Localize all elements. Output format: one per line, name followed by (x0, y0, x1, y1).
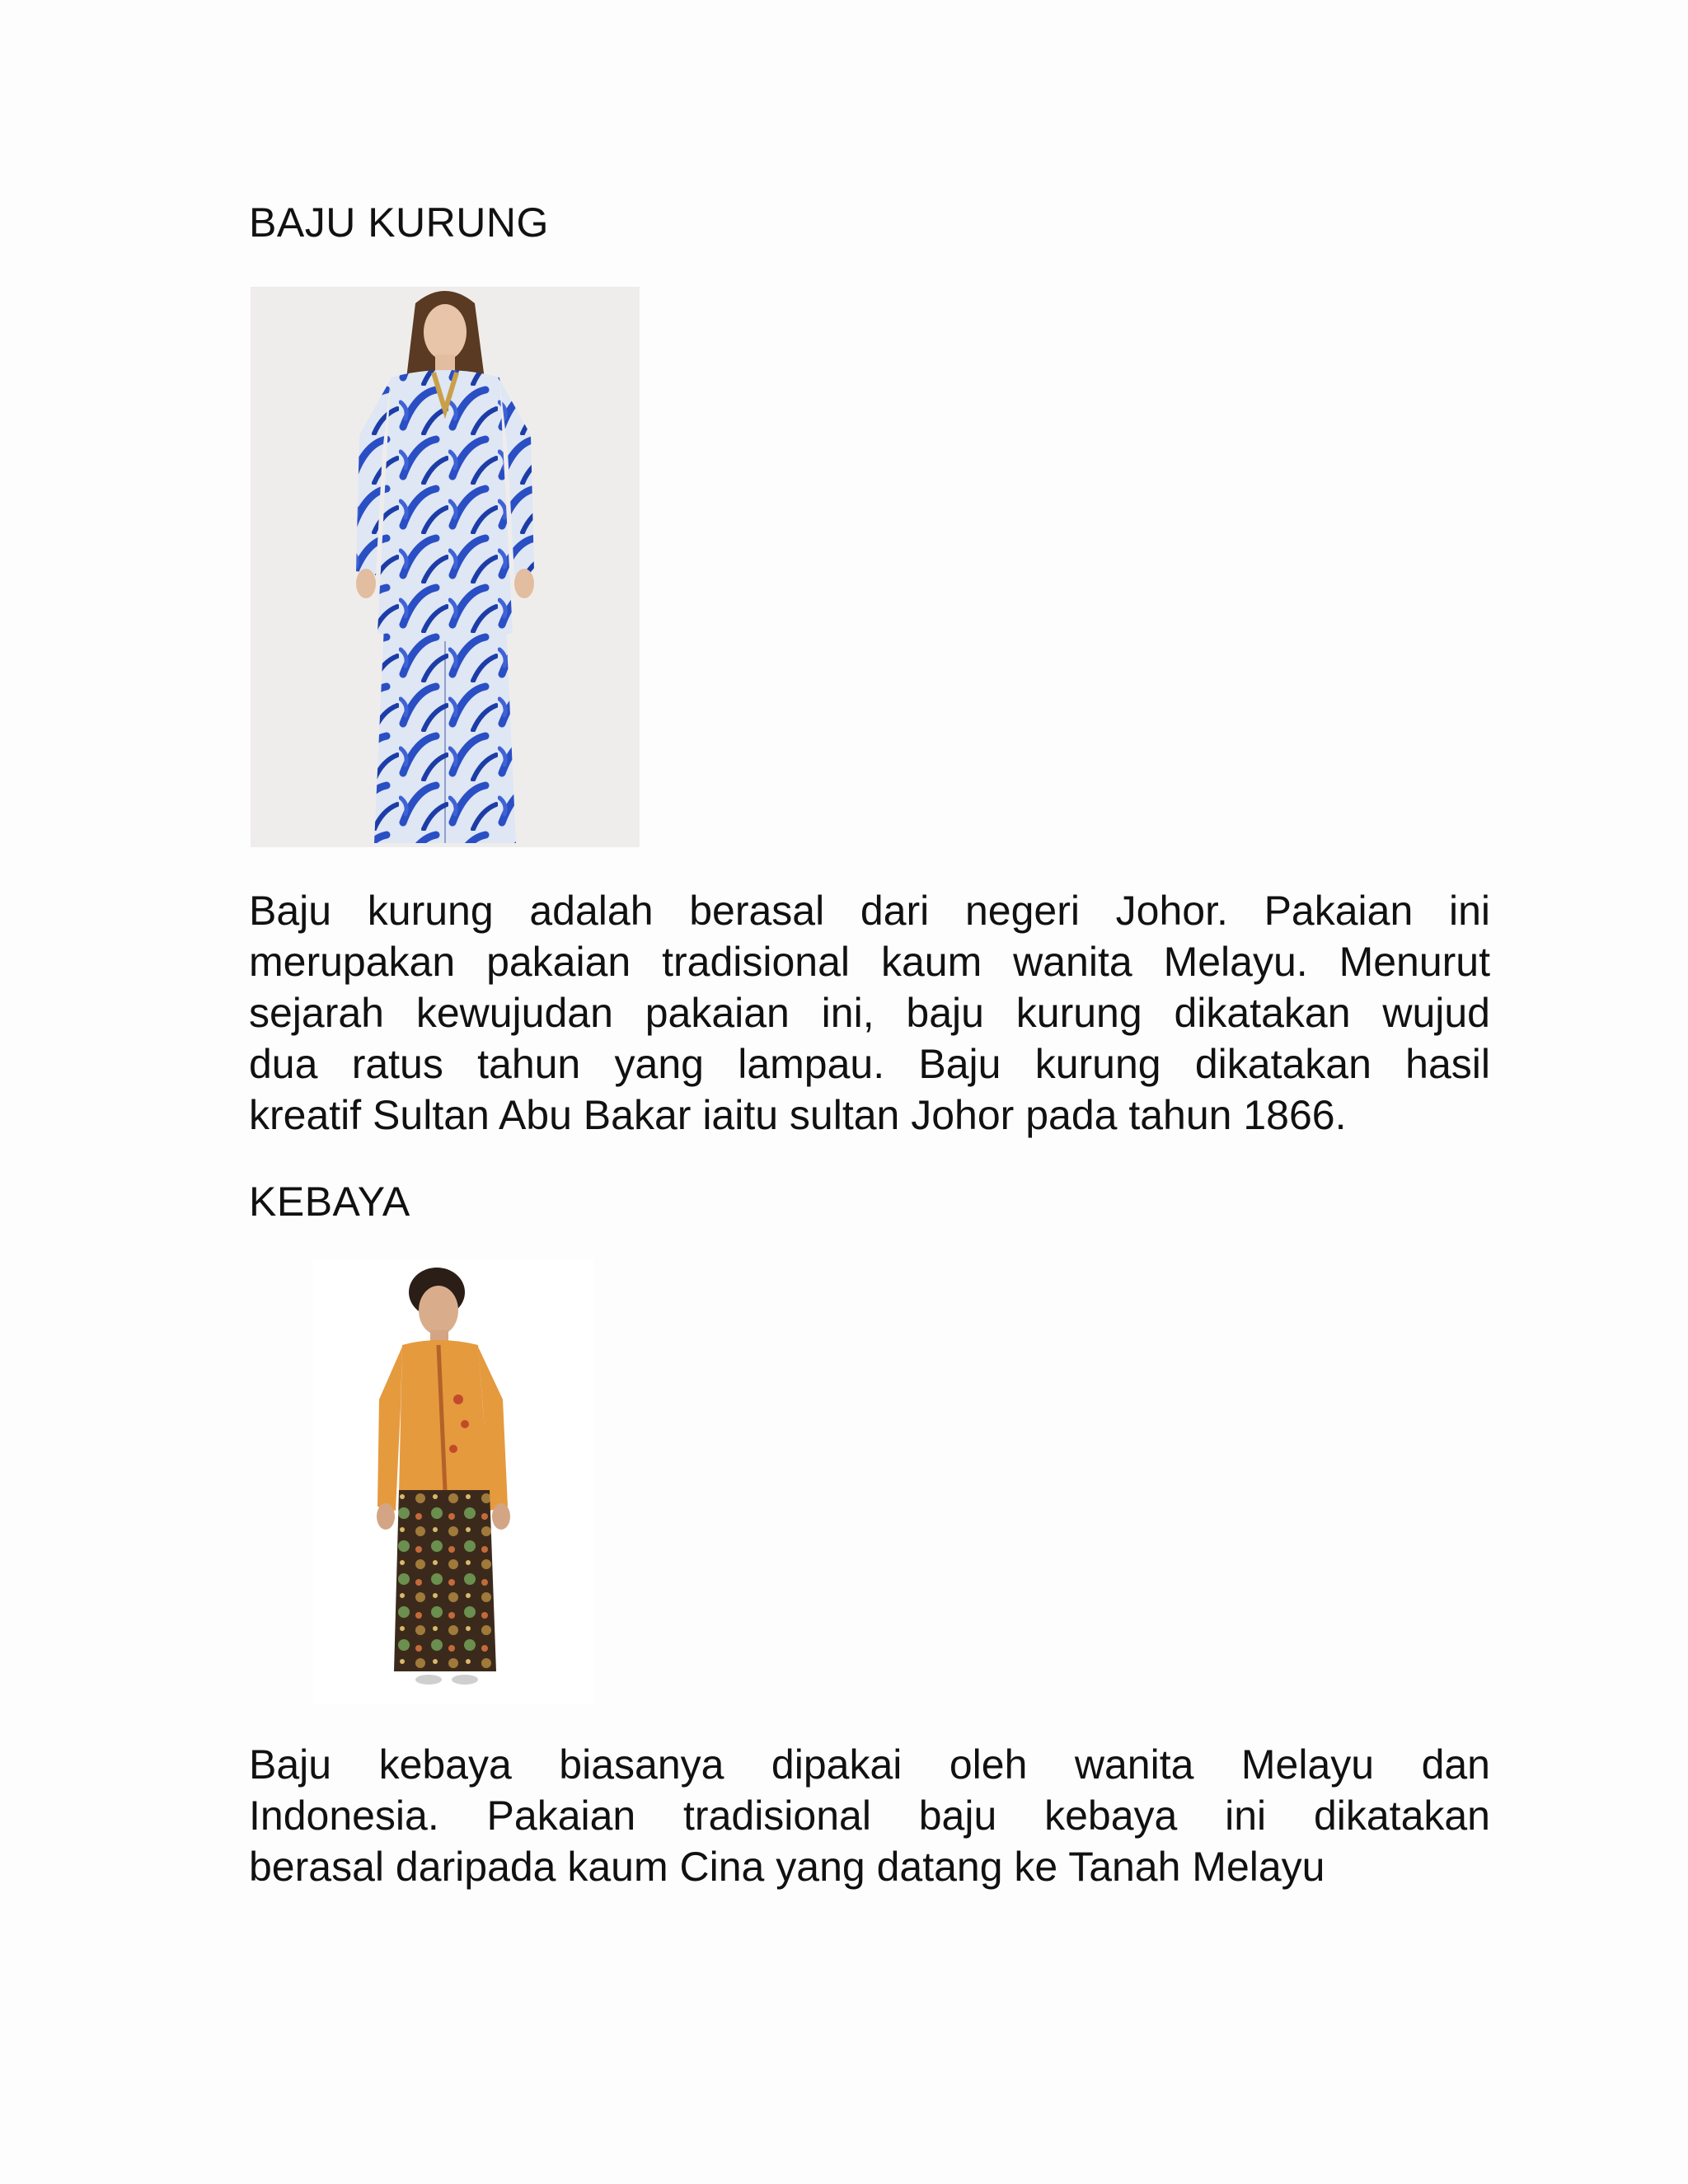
paragraph-line: merupakan pakaian tradisional kaum wanita Melayu. Menurut (249, 939, 1490, 985)
paragraph-line: dua ratus tahun yang lampau. Baju kurung dikatakan hasil (249, 1041, 1490, 1087)
baju-kurung-photo (251, 287, 640, 847)
heading-kebaya: KEBAYA (249, 1179, 410, 1225)
paragraph-line: kreatif Sultan Abu Bakar iaitu sultan Johor pada tahun 1866. (249, 1092, 1347, 1138)
heading-baju-kurung: BAJU KURUNG (249, 199, 549, 246)
paragraph-line: sejarah kewujudan pakaian ini, baju kurung dikatakan wujud (249, 990, 1490, 1036)
paragraph-line: Baju kurung adalah berasal dari negeri Johor. Pakaian ini (249, 888, 1490, 934)
baju-kurung-paragraph (249, 885, 1490, 1141)
paragraph-line: Baju kebaya biasanya dipakai oleh wanita Melayu dan (249, 1741, 1490, 1788)
paragraph-line: berasal daripada kaum Cina yang datang ke Tanah Melayu (249, 1844, 1325, 1890)
kebaya-photo (313, 1259, 593, 1704)
kebaya-paragraph (249, 1739, 1490, 1892)
paragraph-line: Indonesia. Pakaian tradisional baju kebaya ini dikatakan (249, 1793, 1490, 1839)
